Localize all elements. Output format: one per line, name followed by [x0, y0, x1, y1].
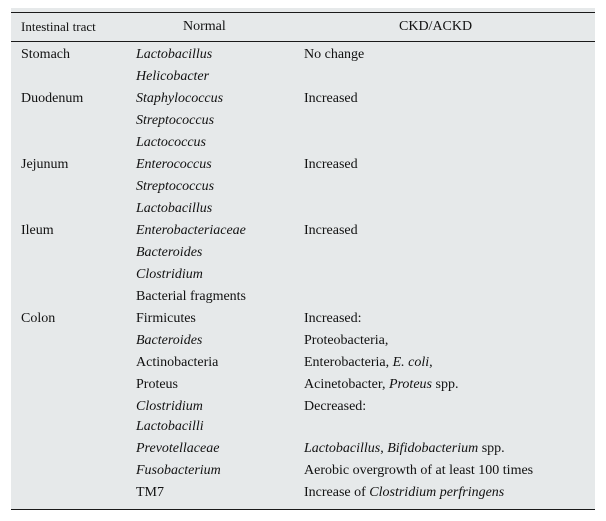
header-ckd-ackd: CKD/ACKD — [399, 19, 473, 34]
enterobacteria-text: Enterobacteria, — [304, 355, 393, 370]
ckd-colon-proteobacteria: Proteobacteria, — [304, 333, 389, 348]
spp-text-2: spp. — [478, 441, 505, 456]
ckd-colon-increased: Increased: — [304, 311, 362, 326]
normal-jejunum-2: Streptococcus — [136, 179, 215, 194]
separator-text: , — [380, 441, 388, 456]
normal-duodenum-3: Lactococcus — [136, 135, 206, 150]
bottom-rule — [11, 509, 595, 510]
ckd-colon-perfringens — [304, 482, 504, 504]
microbiota-table — [11, 8, 595, 510]
tract-ileum: Ileum — [21, 223, 54, 238]
spp-text: spp. — [432, 377, 459, 392]
normal-colon-5: Clostridium — [136, 399, 203, 414]
normal-colon-3: Actinobacteria — [136, 355, 219, 370]
normal-ileum-3: Clostridium — [136, 267, 203, 282]
normal-stomach-2: Helicobacter — [136, 69, 210, 84]
header-rule — [11, 41, 595, 42]
normal-jejunum-3: Lactobacillus — [136, 201, 213, 216]
normal-jejunum-1: Enterococcus — [136, 157, 212, 172]
ckd-colon-enterobacteria — [304, 352, 433, 374]
normal-ileum-1: Enterobacteriaceae — [136, 223, 246, 238]
ckd-colon-aerobic: Aerobic overgrowth of at least 100 times — [304, 463, 534, 478]
top-rule — [11, 12, 595, 13]
ckd-colon-acinetobacter — [304, 374, 458, 396]
normal-ileum-4: Bacterial fragments — [136, 289, 247, 304]
ckd-ileum: Increased — [304, 223, 358, 238]
clostridium-perfringens-text: Clostridium perfringens — [369, 485, 505, 500]
ecoli-text: E. coli — [392, 355, 430, 370]
normal-colon-7: Prevotellaceae — [136, 441, 220, 456]
normal-colon-4: Proteus — [136, 377, 178, 392]
comma-text: , — [429, 355, 433, 370]
normal-colon-1: Firmicutes — [136, 311, 196, 326]
ckd-duodenum: Increased — [304, 91, 358, 106]
normal-duodenum-1: Staphylococcus — [136, 91, 224, 106]
bifidobacterium-text: Bifidobacterium — [387, 441, 479, 456]
normal-colon-2: Bacteroides — [136, 333, 203, 348]
normal-ileum-2: Bacteroides — [136, 245, 203, 260]
normal-stomach-1: Lactobacillus — [136, 47, 213, 62]
header-intestinal-tract: Intestinal tract — [21, 19, 96, 34]
increase-of-text: Increase of — [304, 485, 370, 500]
lactobacillus-text: Lactobacillus — [304, 441, 381, 456]
tract-stomach: Stomach — [21, 47, 70, 62]
ckd-colon-lacto-bifido — [304, 438, 505, 460]
header-normal: Normal — [183, 19, 226, 34]
tract-colon: Colon — [21, 311, 56, 326]
acinetobacter-text: Acinetobacter, — [304, 377, 389, 392]
ckd-stomach: No change — [304, 47, 365, 62]
normal-colon-6: Lactobacilli — [136, 419, 204, 434]
tract-jejunum: Jejunum — [21, 157, 69, 172]
tract-duodenum: Duodenum — [21, 91, 84, 106]
normal-colon-9: TM7 — [136, 485, 164, 500]
normal-duodenum-2: Streptococcus — [136, 113, 215, 128]
normal-colon-8: Fusobacterium — [136, 463, 221, 478]
proteus-text: Proteus — [388, 377, 432, 392]
ckd-colon-decreased: Decreased: — [304, 399, 367, 414]
ckd-jejunum: Increased — [304, 157, 358, 172]
